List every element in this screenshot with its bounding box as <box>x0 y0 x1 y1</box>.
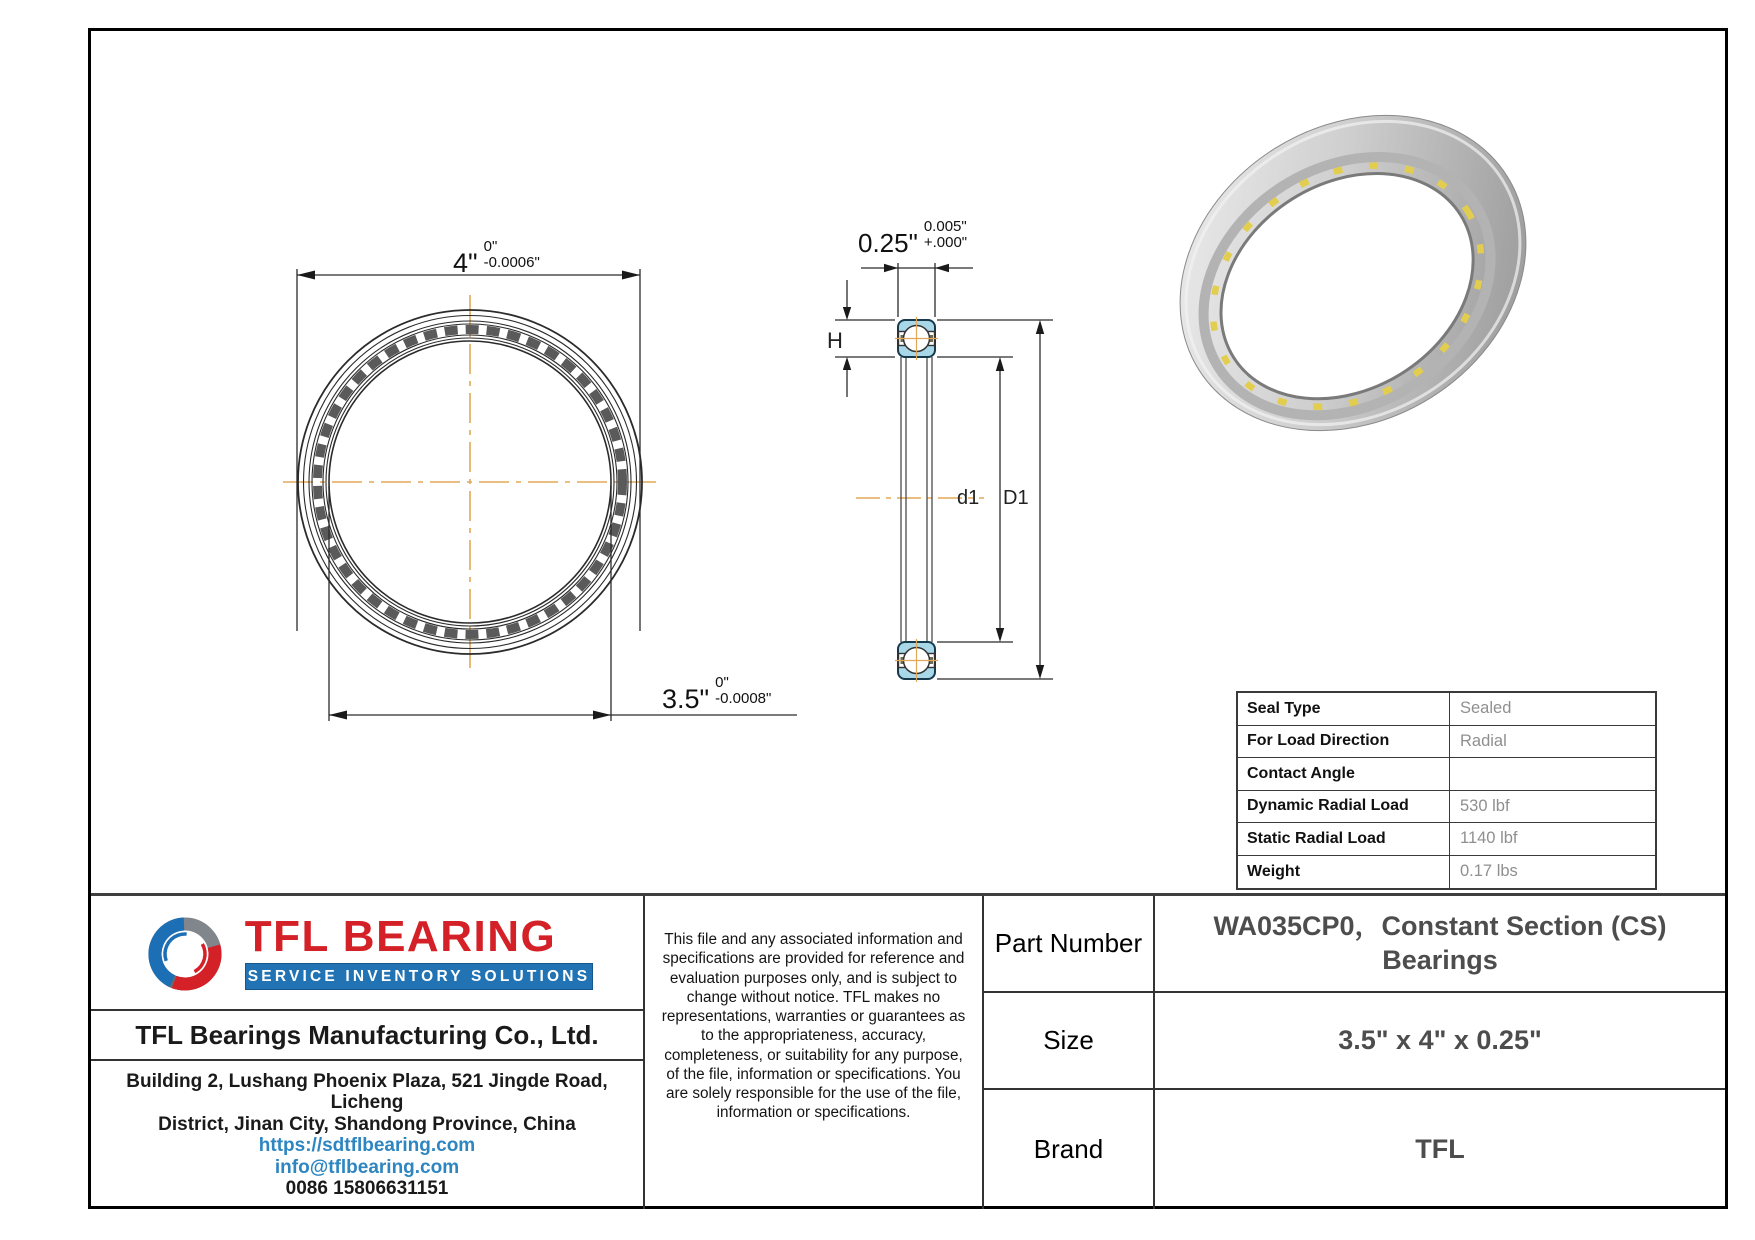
spec-value: Sealed <box>1450 693 1655 726</box>
company-logo <box>91 896 643 1009</box>
spec-value: 1140 lbf <box>1450 823 1655 856</box>
spec-value <box>1450 758 1655 791</box>
section-D1-label: D1 <box>1003 487 1029 509</box>
od-tol-lower: -0.0006" <box>483 253 540 271</box>
section-top-ring <box>895 317 938 360</box>
table-row <box>984 991 1725 1088</box>
width-dimension <box>861 263 973 317</box>
spec-value: Radial <box>1450 726 1655 759</box>
part-number-label: Part Number <box>984 896 1155 991</box>
section-bottom-ring <box>895 639 938 682</box>
spec-label: Dynamic Radial Load <box>1238 791 1450 824</box>
disclaimer-text: This file and any associated information and specifications are provided for reference and evaluation purposes only, and is subject to change without notice. TFL makes no representations, warranties or guarantees as to the appropriateness, accuracy, completeness, or suitability for any purpose, of the file, information or specifications. You are solely responsible for the use of the file, information or specifications. <box>661 931 966 1122</box>
front-view-drawing <box>283 295 657 669</box>
width-tol-upper: 0.005" <box>923 218 967 235</box>
bore-tol-upper: 0" <box>715 674 729 691</box>
size-label: Size <box>984 993 1155 1088</box>
bearing-3d-render <box>1121 52 1585 494</box>
table-row <box>984 896 1725 991</box>
spec-value: 0.17 lbs <box>1460 862 1518 881</box>
bore-value: 3.5" <box>662 684 710 714</box>
spec-value: 530 lbf <box>1450 791 1655 824</box>
company-logo-icon <box>141 909 229 997</box>
od-dimension-text <box>453 238 540 278</box>
od-tol-upper: 0" <box>483 238 498 255</box>
company-email-link[interactable]: info@tflbearing.com <box>274 1156 460 1178</box>
table-row <box>984 1088 1725 1209</box>
logo-title: TFL BEARING <box>244 912 557 961</box>
width-tol-lower: +.000" <box>923 233 968 251</box>
part-number-value: WA035CP0，Constant Section (CS) Bearings <box>1213 910 1667 975</box>
part-info-table <box>982 896 1725 1209</box>
spec-label: Static Radial Load <box>1238 823 1450 856</box>
company-website-link[interactable]: https://sdtflbearing.com <box>258 1135 476 1156</box>
company-phone: 0086 15806631151 <box>285 1178 449 1199</box>
specs-table <box>1236 691 1657 890</box>
cross-section-drawing <box>835 263 1053 682</box>
spec-label: Weight <box>1238 856 1450 889</box>
address-line-1: Building 2, Lushang Phoenix Plaza, 521 Jingde Road, Licheng <box>126 1070 608 1113</box>
spec-label: Contact Angle <box>1238 758 1450 791</box>
od-dimension <box>297 269 640 631</box>
spec-label: Seal Type <box>1238 693 1450 726</box>
section-d1-label: d1 <box>957 487 980 509</box>
height-dimension <box>835 280 895 397</box>
brand-label: Brand <box>984 1090 1155 1209</box>
disclaimer-column <box>643 896 982 1209</box>
company-column <box>91 896 643 1209</box>
width-dimension-text <box>858 218 968 258</box>
size-value: 3.5" x 4" x 0.25" <box>1338 1024 1542 1055</box>
address-line-2: District, Jinan City, Shandong Province, China <box>158 1113 576 1135</box>
company-name: TFL Bearings Manufacturing Co., Ltd. <box>91 1009 643 1059</box>
bore-tol-lower: -0.0008" <box>715 689 772 707</box>
bore-dimension-text <box>662 674 772 714</box>
section-height-label: H <box>827 328 843 353</box>
logo-subtitle: SERVICE INVENTORY SOLUTIONS <box>245 963 594 990</box>
od-value: 4" <box>453 248 478 278</box>
title-block <box>91 893 1725 1209</box>
spec-label: For Load Direction <box>1238 726 1450 759</box>
company-address-block <box>91 1059 643 1209</box>
width-value: 0.25" <box>858 228 918 258</box>
brand-value: TFL <box>1415 1133 1465 1164</box>
D1-dimension <box>937 320 1053 679</box>
